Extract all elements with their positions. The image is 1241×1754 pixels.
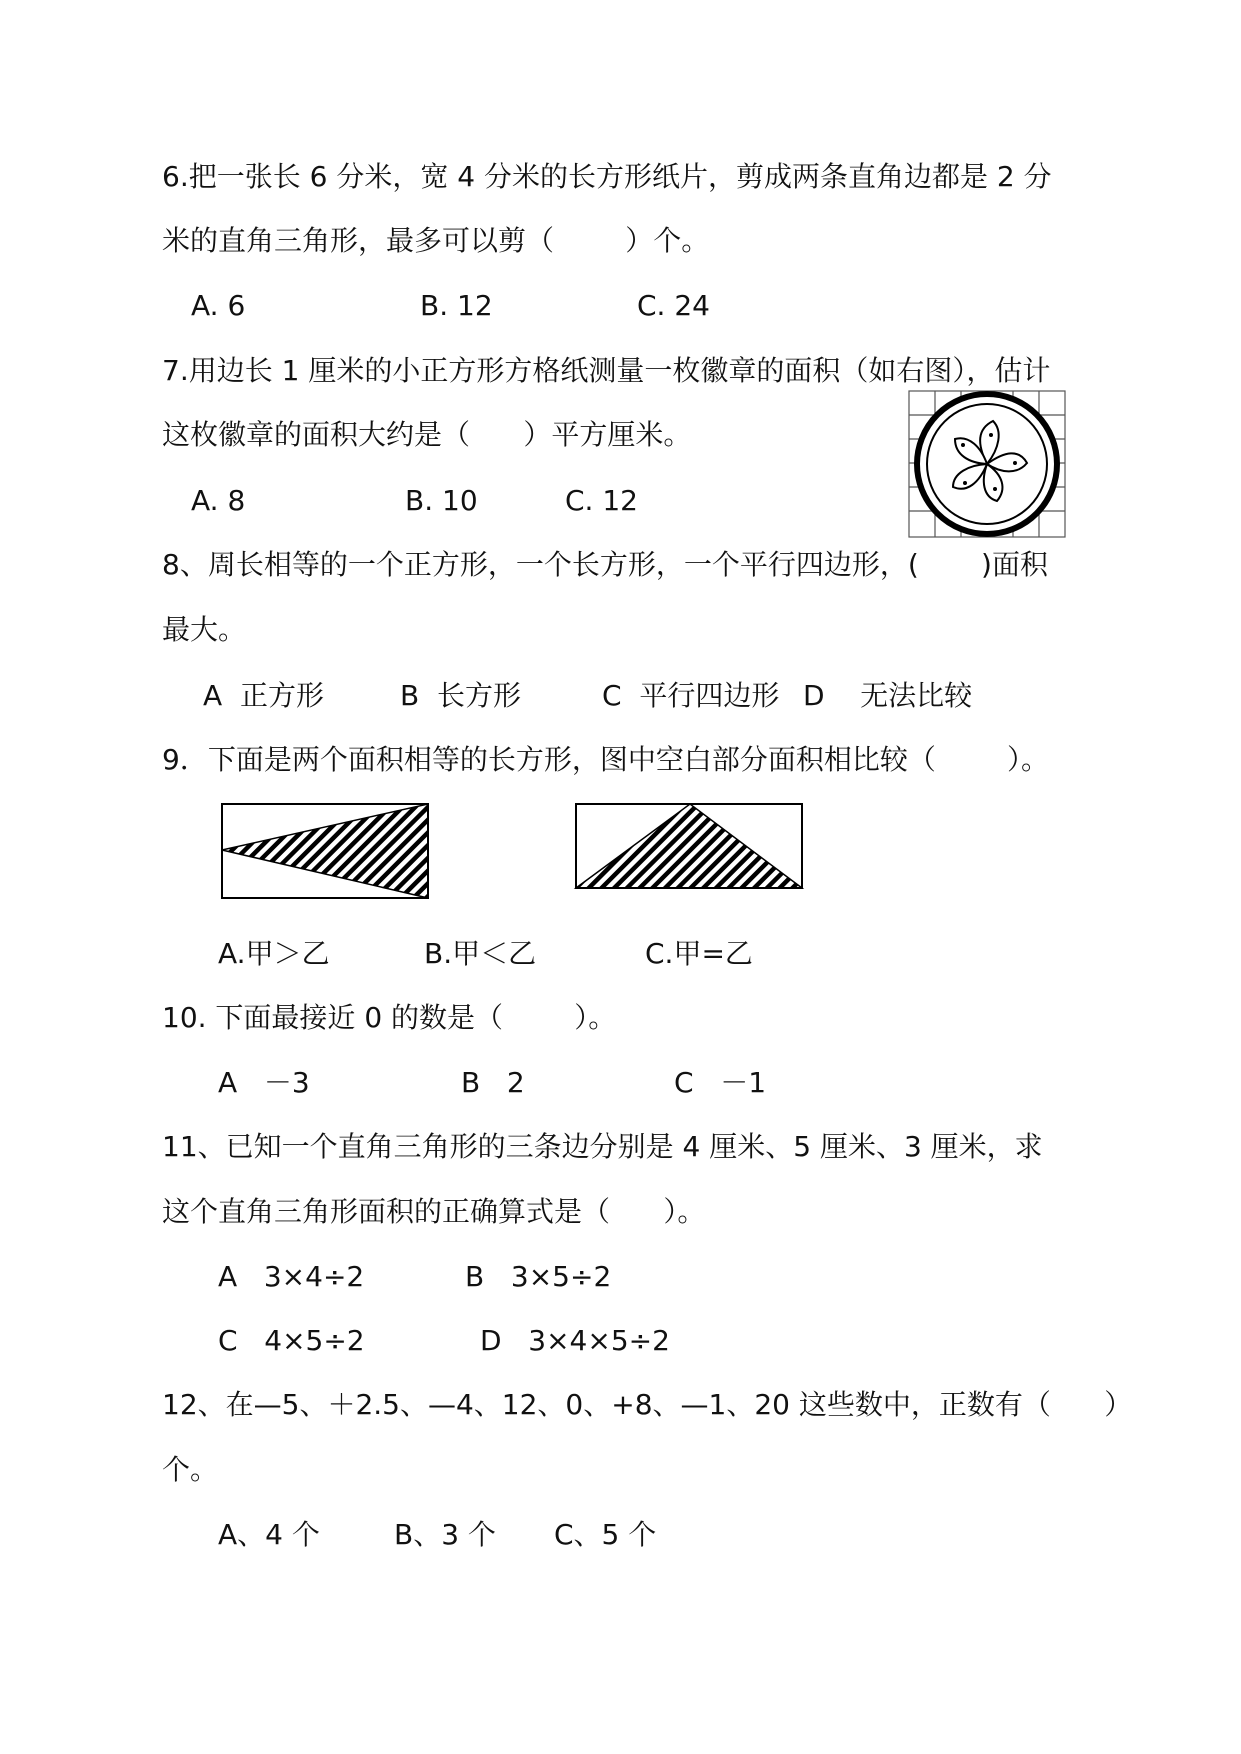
q12-option-b: B、3 个 [394,1518,496,1551]
q6-option-c: C. 24 [637,289,710,322]
q8-option-c: C 平行四边形 [602,679,780,712]
rectangle-yi [576,804,802,888]
q10-line1: 10. 下面最接近 0 的数是（ ）。 [162,1001,617,1034]
q7-option-b: B. 10 [405,484,478,517]
q7-option-a: A. 8 [191,484,246,517]
q12-option-c: C、5 个 [554,1518,657,1551]
q11-option-a: A 3×4÷2 [218,1260,365,1293]
q8-option-a: A 正方形 [203,679,324,712]
q12-line1: 12、在—5、＋2.5、—4、12、0、+8、—1、20 这些数中，正数有（ ） [162,1388,1133,1421]
q11-line2: 这个直角三角形面积的正确算式是（ ）。 [162,1195,706,1228]
q9-line1: 9．下面是两个面积相等的长方形，图中空白部分面积相比较（ ）。 [162,743,1050,776]
q8-line1: 8、周长相等的一个正方形，一个长方形，一个平行四边形，( )面积 [162,548,1048,581]
q12-line2: 个。 [162,1453,219,1486]
q6-line2: 米的直角三角形，最多可以剪（ ）个。 [162,224,710,257]
q12-option-a: A、4 个 [218,1518,320,1551]
badge-grid-figure [907,389,1067,539]
q9-option-c: C.甲=乙 [645,937,753,970]
q9-option-b: B.甲＜乙 [424,937,537,970]
q7-line1: 7.用边长 1 厘米的小正方形方格纸测量一枚徽章的面积（如右图），估计 [162,354,1051,387]
q11-option-c: C 4×5÷2 [218,1324,365,1357]
q10-option-a: A －3 [218,1066,310,1099]
q11-line1: 11、已知一个直角三角形的三条边分别是 4 厘米、5 厘米、3 厘米，求 [162,1130,1043,1163]
q9-figures [200,790,820,910]
q11-option-b: B 3×5÷2 [465,1260,612,1293]
q7-line2: 这枚徽章的面积大约是（ ）平方厘米。 [162,418,692,451]
q8-option-d: D 无法比较 [803,679,973,712]
q6-option-b: B. 12 [420,289,493,322]
q10-option-b: B 2 [461,1066,525,1099]
q8-option-b: B 长方形 [400,679,522,712]
q6-line1: 6.把一张长 6 分米，宽 4 分米的长方形纸片，剪成两条直角边都是 2 分 [162,160,1052,193]
q8-line2: 最大。 [162,613,247,646]
q7-option-c: C. 12 [565,484,638,517]
q6-option-a: A. 6 [191,289,246,322]
q10-option-c: C －1 [674,1066,767,1099]
rectangle-jia [222,804,428,898]
q9-option-a: A.甲＞乙 [218,937,330,970]
q11-option-d: D 3×4×5÷2 [480,1324,670,1357]
